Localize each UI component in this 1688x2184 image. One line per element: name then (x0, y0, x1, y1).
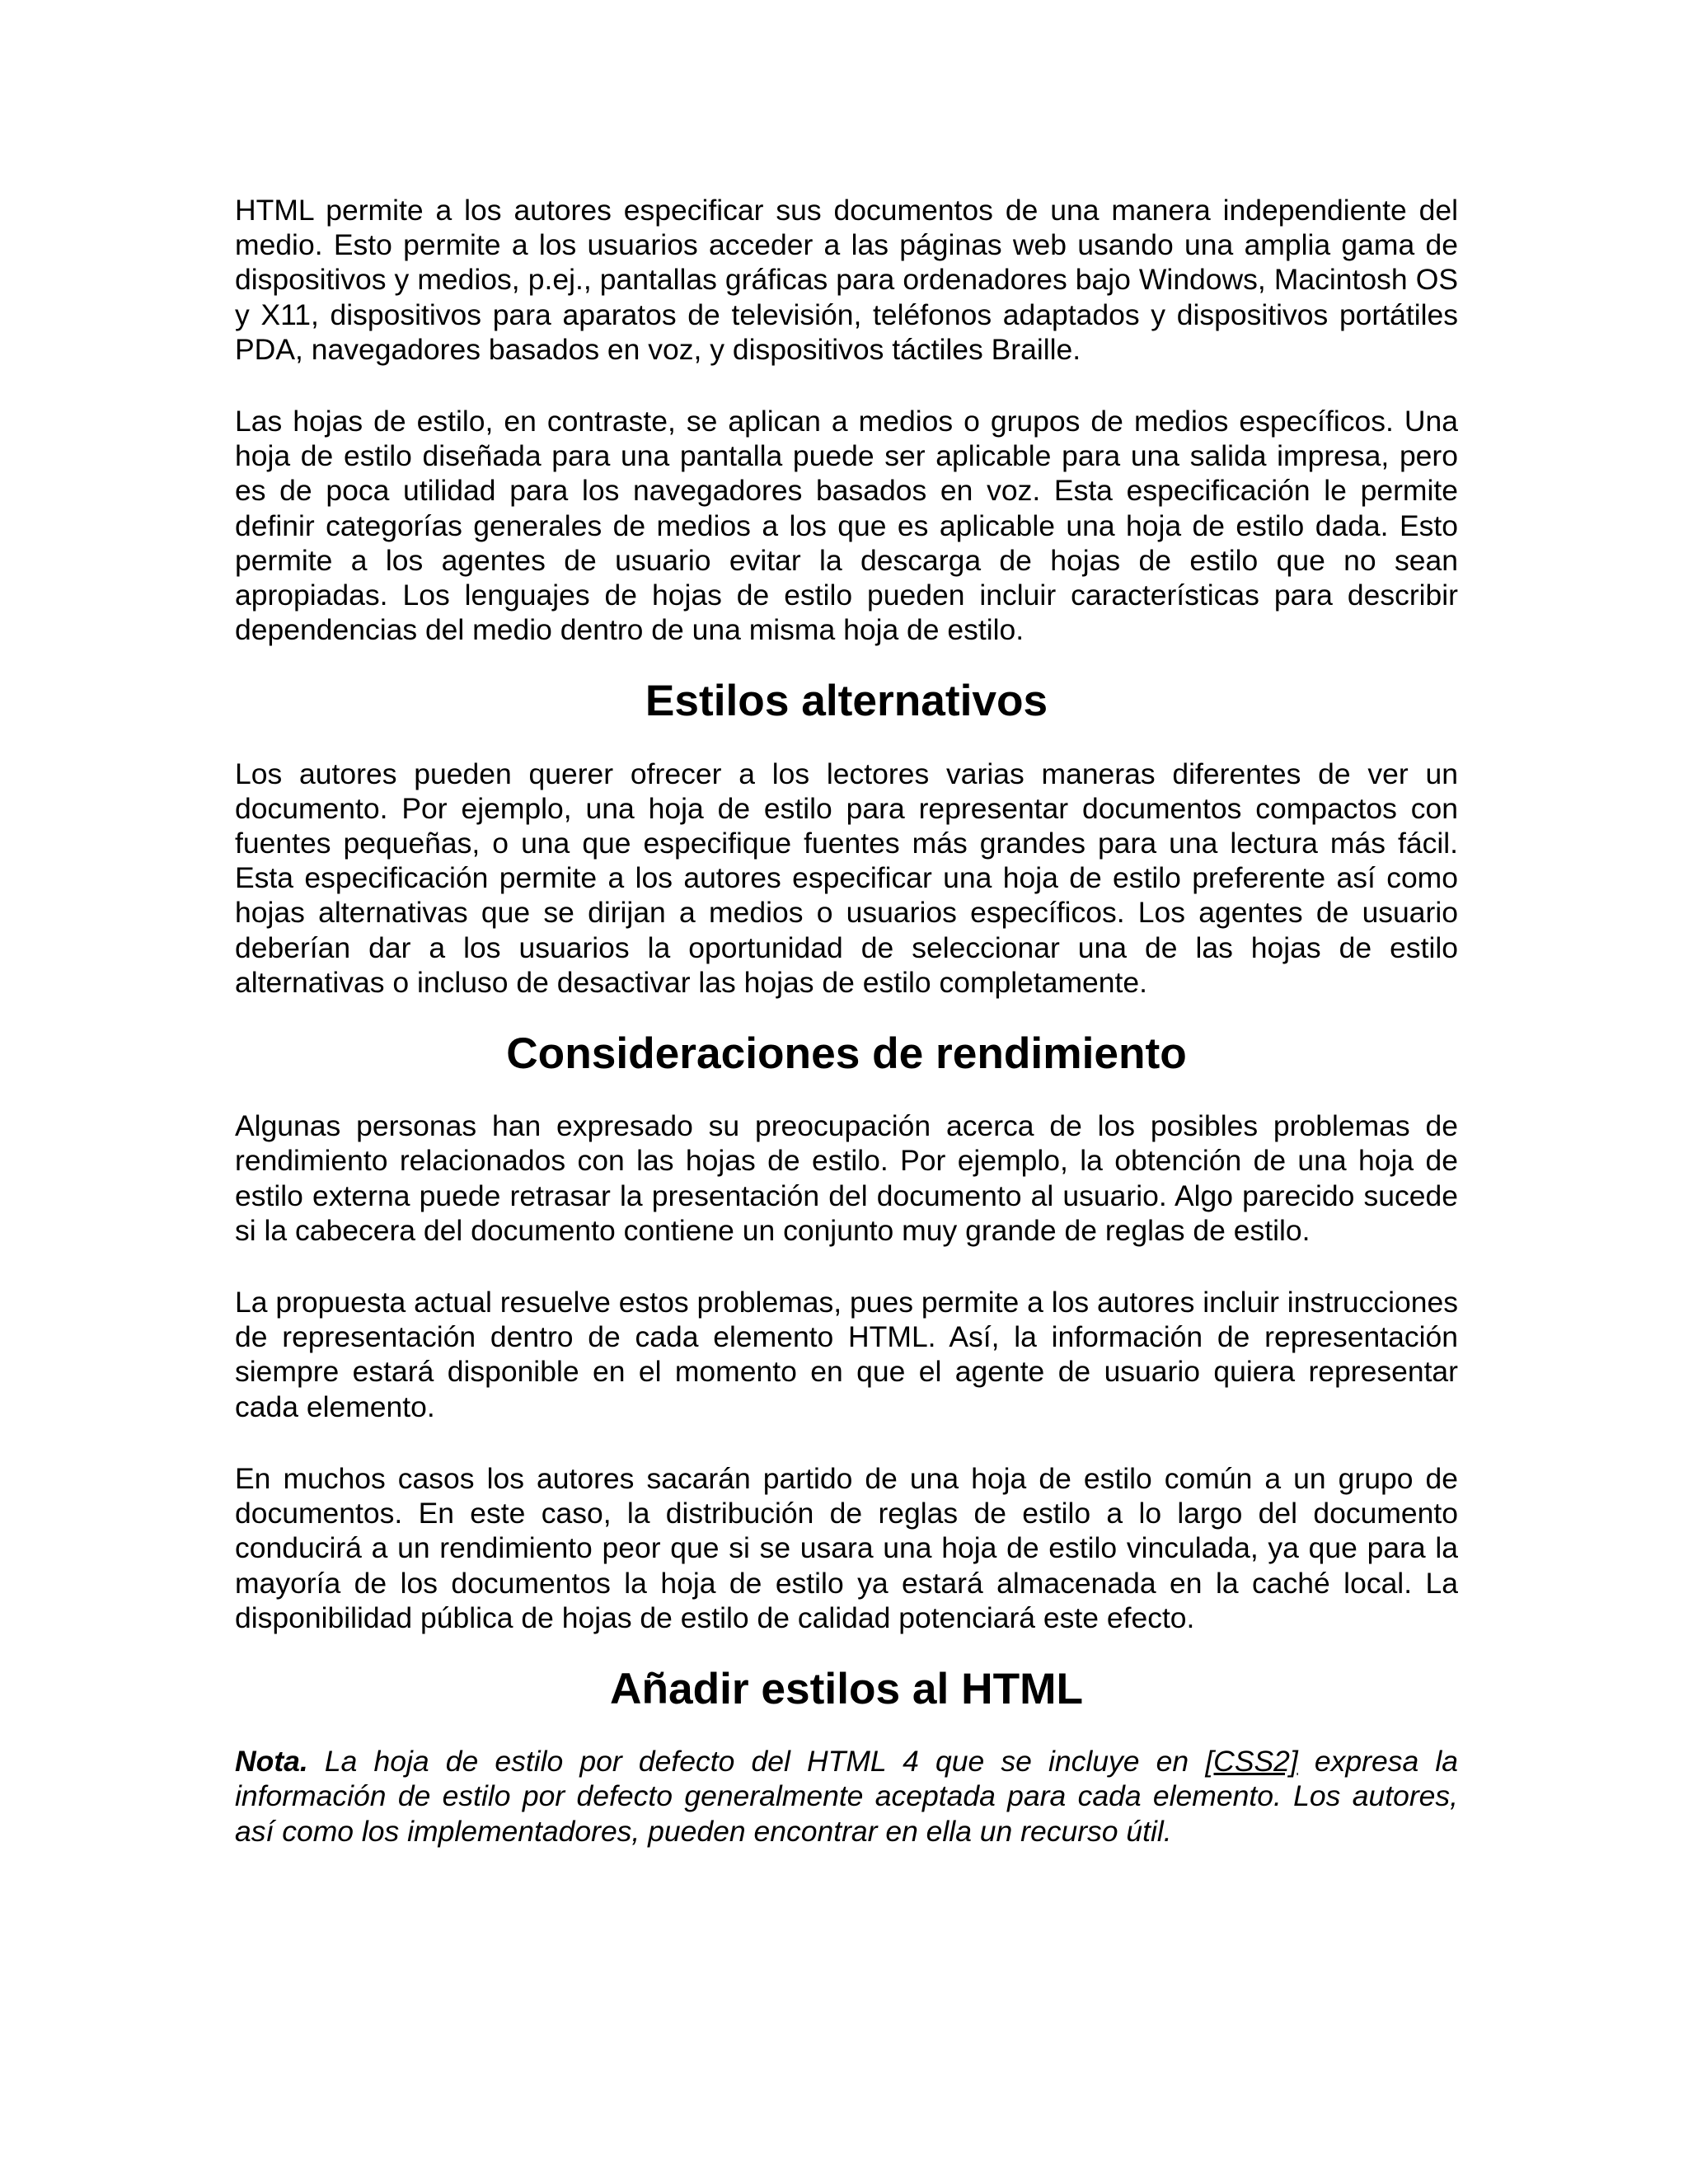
heading-anadir-estilos: Añadir estilos al HTML (610, 1664, 1083, 1713)
alternativos-paragraph: Los autores pueden querer ofrecer a los lectores varias maneras diferentes de ver un documento. Por ejemplo, una hoja de estilo para representar documentos compactos con fuentes pequeñas, o una que especifique fuentes más grandes para una lectura más fácil. Esta especificación permite a los autores especificar una hoja de estilo preferente así como hojas alternativas que se dirijan a medios o usuarios específicos. Los agentes de usuario deberían dar a los usuarios la oportunidad de seleccionar una de las hojas de estilo alternativas o incluso de desactivar las hojas de estilo completamente. (235, 757, 1458, 999)
rendimiento-paragraph-1: Algunas personas han expresado su preocupación acerca de los posibles problemas de rendimiento relacionados con las hojas de estilo. Por ejemplo, la obtención de una hoja de estilo externa puede retrasar la presentación del documento al usuario. Algo parecido sucede si la cabecera del documento contiene un conjunto muy grande de reglas de estilo. (235, 1109, 1458, 1247)
note-label: Nota. (235, 1745, 308, 1779)
rendimiento-paragraph-3: En muchos casos los autores sacarán partido de una hoja de estilo común a un grupo de documentos. En este caso, la distribución de reglas de estilo a lo largo del documento conducirá a un rendimiento peor que si se usara una hoja de estilo vinculada, ya que para la mayoría de los documentos la hoja de estilo ya estará almacenada en la caché local. La disponibilidad pública de hojas de estilo de calidad potenciará este efecto. (235, 1461, 1458, 1634)
note-text-after-link: expresa la información de estilo por defecto generalmente aceptada para cada elemento. Los autores, así como los implementadores, pueden encontrar en ella un recurso útil. (235, 1745, 1458, 1848)
document-page (235, 193, 1458, 1849)
heading-consideraciones-rendimiento: Consideraciones de rendimiento (506, 1029, 1187, 1079)
note-text-before-link: La hoja de estilo por defecto del HTML 4 que se incluye en (307, 1745, 1206, 1779)
note-paragraph (235, 1744, 1458, 1849)
intro-paragraph-1: HTML permite a los autores especificar sus documentos de una manera independiente del medio. Esto permite a los usuarios acceder a las páginas web usando una amplia gama de dispositivos y medios, p.ej., pantallas gráficas para ordenadores bajo Windows, Macintosh OS y X11, dispositivos para aparatos de televisión, teléfonos adaptados y dispositivos portátiles PDA, navegadores basados en voz, y dispositivos táctiles Braille. (235, 194, 1458, 366)
heading-estilos-alternativos: Estilos alternativos (645, 677, 1048, 726)
rendimiento-paragraph-2: La propuesta actual resuelve estos problemas, pues permite a los autores incluir instrucciones de representación dentro de cada elemento HTML. Así, la información de representación siempre estará disponible en el momento en que el agente de usuario quiera representar cada elemento. (235, 1286, 1458, 1423)
css2-reference-link[interactable]: [CSS2] (1205, 1745, 1298, 1779)
intro-paragraph-2: Las hojas de estilo, en contraste, se aplican a medios o grupos de medios específicos. Una hoja de estilo diseñada para una pantalla puede ser aplicable para una salida impresa, pero es de poca utilidad para los navegadores basados en voz. Esta especificación le permite definir categorías generales de medios a los que es aplicable una hoja de estilo dada. Esto permite a los agentes de usuario evitar la descarga de hojas de estilo que no sean apropiadas. Los lenguajes de hojas de estilo pueden incluir características para describir dependencias del medio dentro de una misma hoja de estilo. (235, 405, 1458, 647)
